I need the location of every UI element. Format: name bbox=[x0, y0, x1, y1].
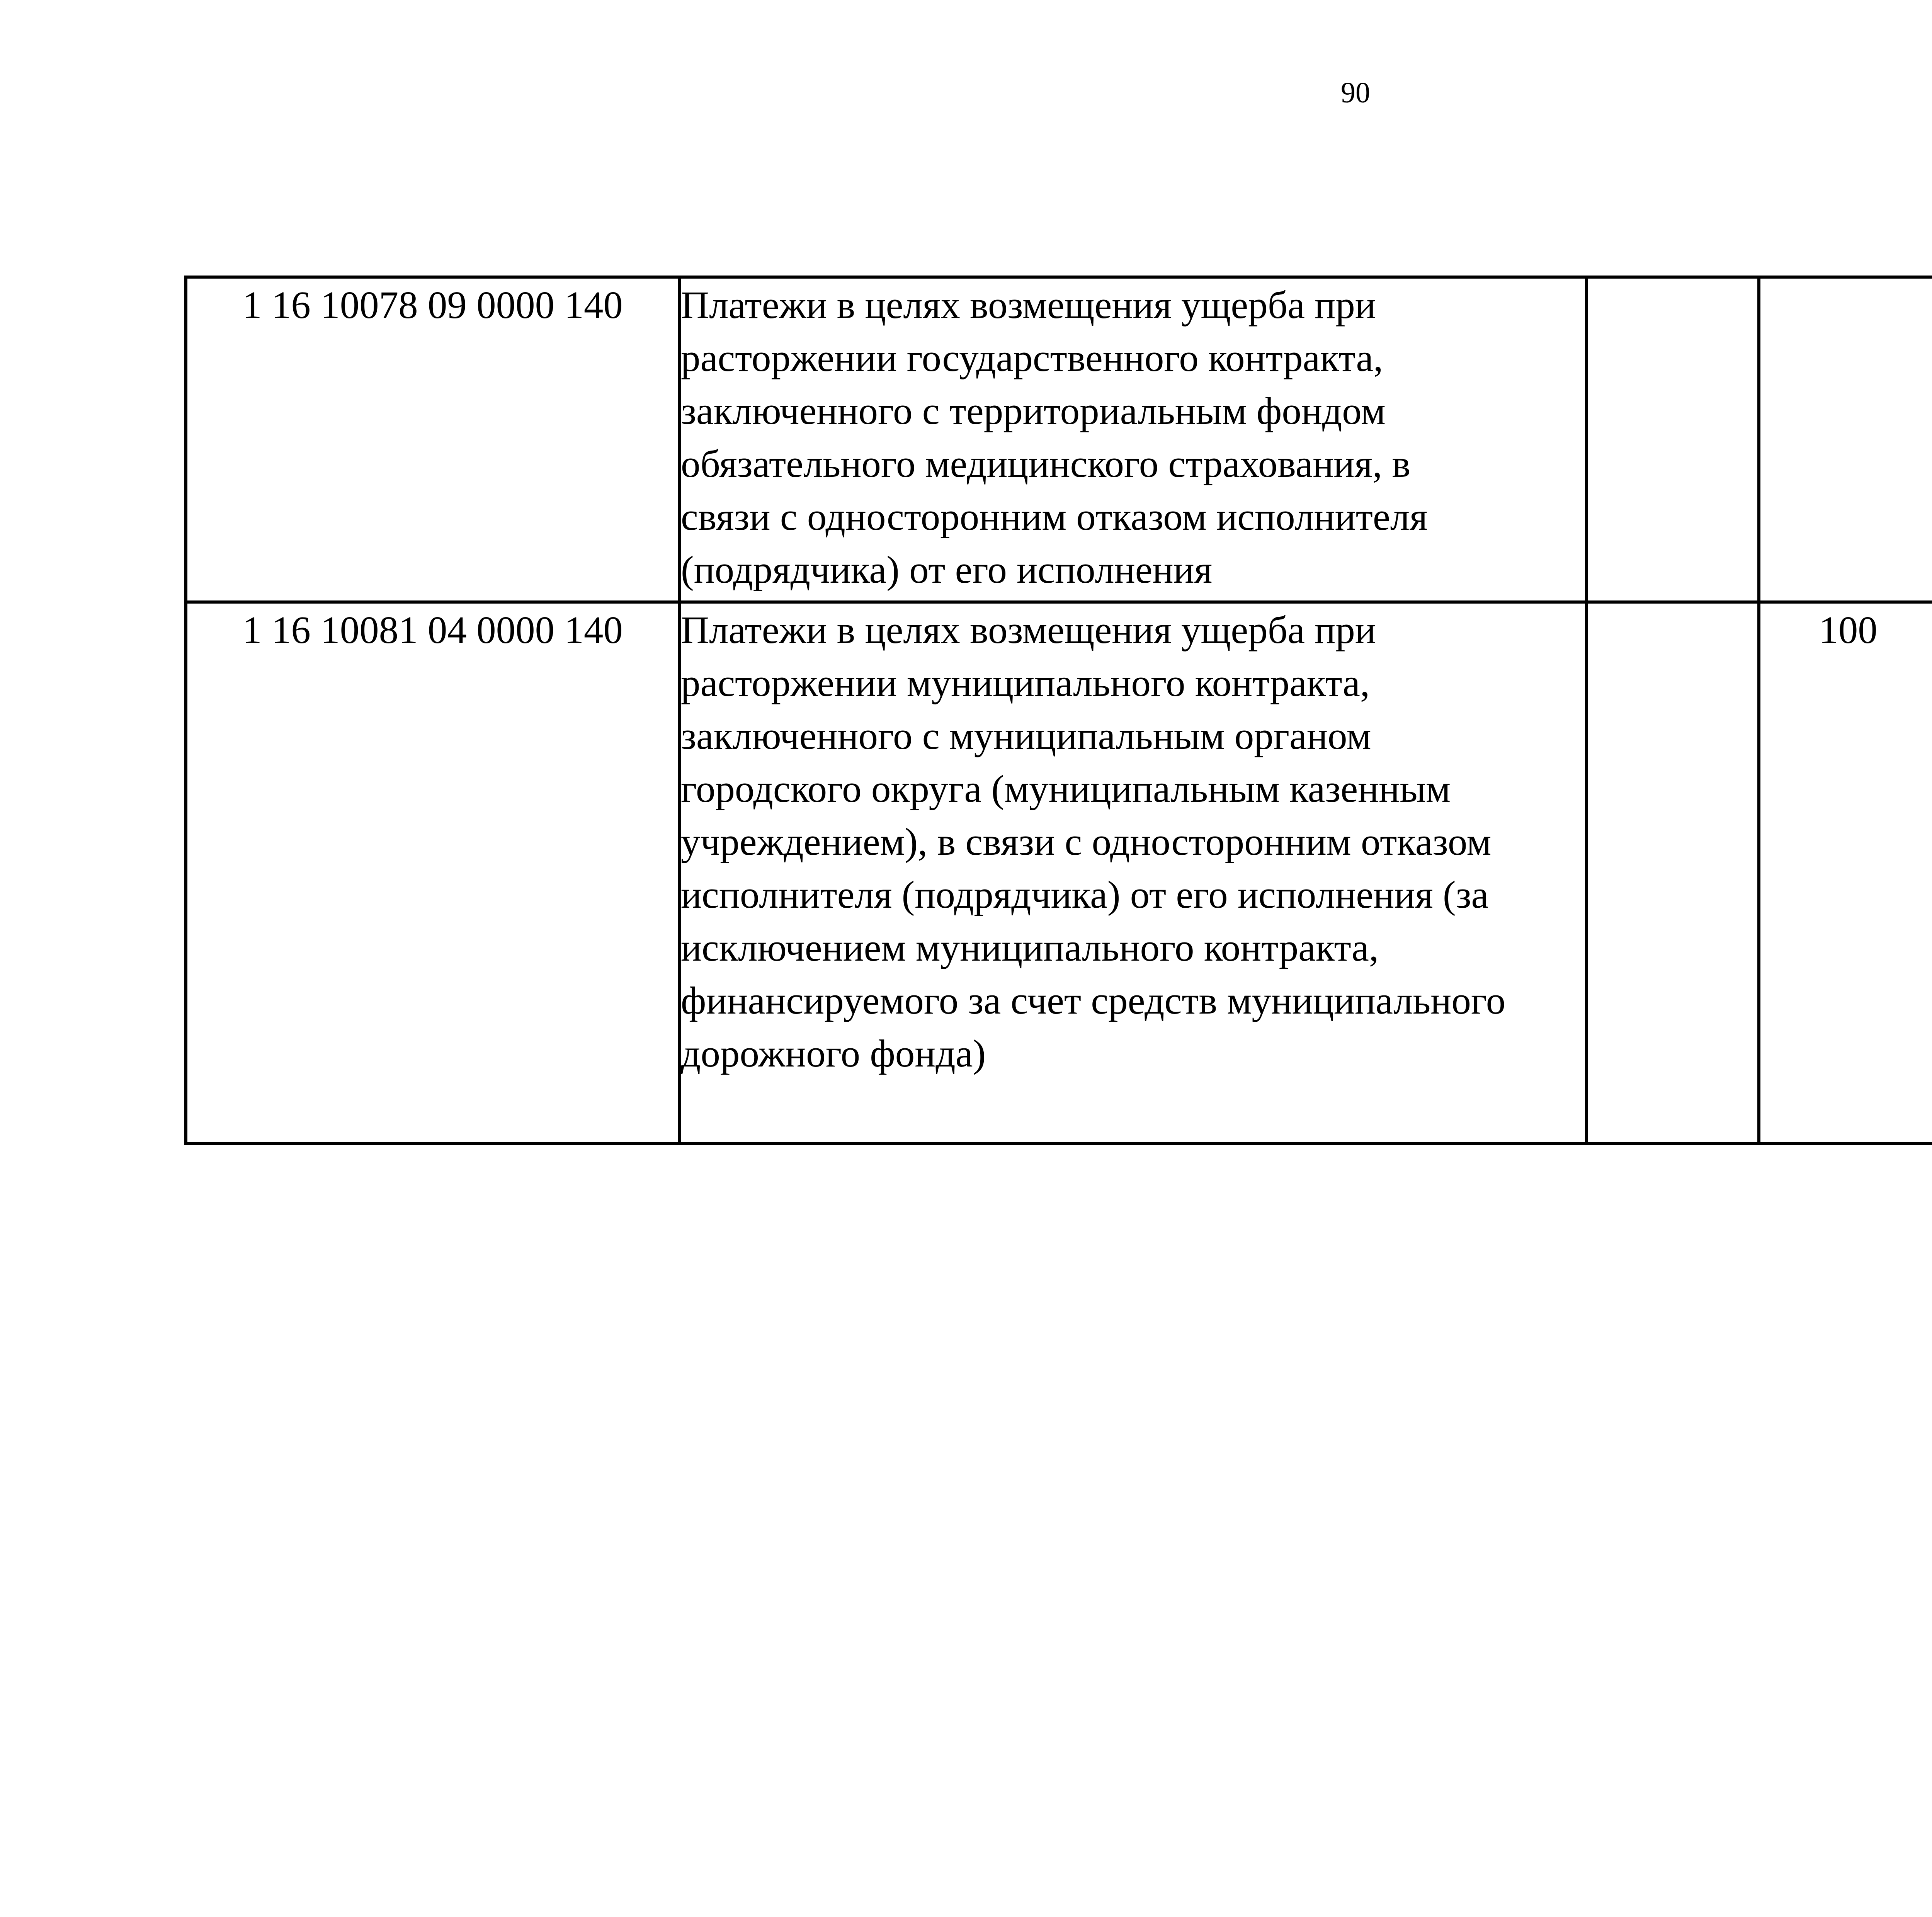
description-line: заключенного с муниципальным органом bbox=[681, 714, 1371, 757]
description-line: обязательного медицинского страхования, в bbox=[681, 442, 1411, 485]
description-cell bbox=[679, 602, 1587, 1143]
budget-code-cell: 1 16 10081 04 0000 140 bbox=[186, 602, 679, 1143]
description-line: исключением муниципального контракта, bbox=[681, 926, 1379, 969]
description-line: связи с односторонним отказом исполнителя bbox=[681, 495, 1428, 538]
value-cell-1 bbox=[1587, 277, 1759, 602]
description-line: расторжении муниципального контракта, bbox=[681, 661, 1370, 704]
table-row bbox=[186, 602, 1932, 1143]
description-cell bbox=[679, 277, 1587, 602]
description-line: расторжении государственного контракта, bbox=[681, 336, 1383, 379]
revenue-distribution-table bbox=[184, 276, 1932, 1145]
table-row bbox=[186, 277, 1932, 602]
value-cell-2: 100 bbox=[1759, 602, 1932, 1143]
description-line: исполнителя (подрядчика) от его исполнения (за bbox=[681, 873, 1489, 916]
description-line: Платежи в целях возмещения ущерба при bbox=[681, 283, 1376, 327]
description-line: (подрядчика) от его исполнения bbox=[681, 548, 1213, 591]
description-line: городского округа (муниципальным казенным bbox=[681, 767, 1451, 810]
description-line: Платежи в целях возмещения ущерба при bbox=[681, 608, 1376, 651]
description-line: дорожного фонда) bbox=[681, 1032, 986, 1075]
description-line: финансируемого за счет средств муниципального bbox=[681, 979, 1506, 1022]
description-line: заключенного с территориальным фондом bbox=[681, 389, 1386, 432]
value-cell-2 bbox=[1759, 277, 1932, 602]
budget-code-cell: 1 16 10078 09 0000 140 bbox=[186, 277, 679, 602]
page-number: 90 bbox=[1341, 77, 1370, 109]
value-cell-1 bbox=[1587, 602, 1759, 1143]
description-line: учреждением), в связи с односторонним отказом bbox=[681, 820, 1492, 863]
